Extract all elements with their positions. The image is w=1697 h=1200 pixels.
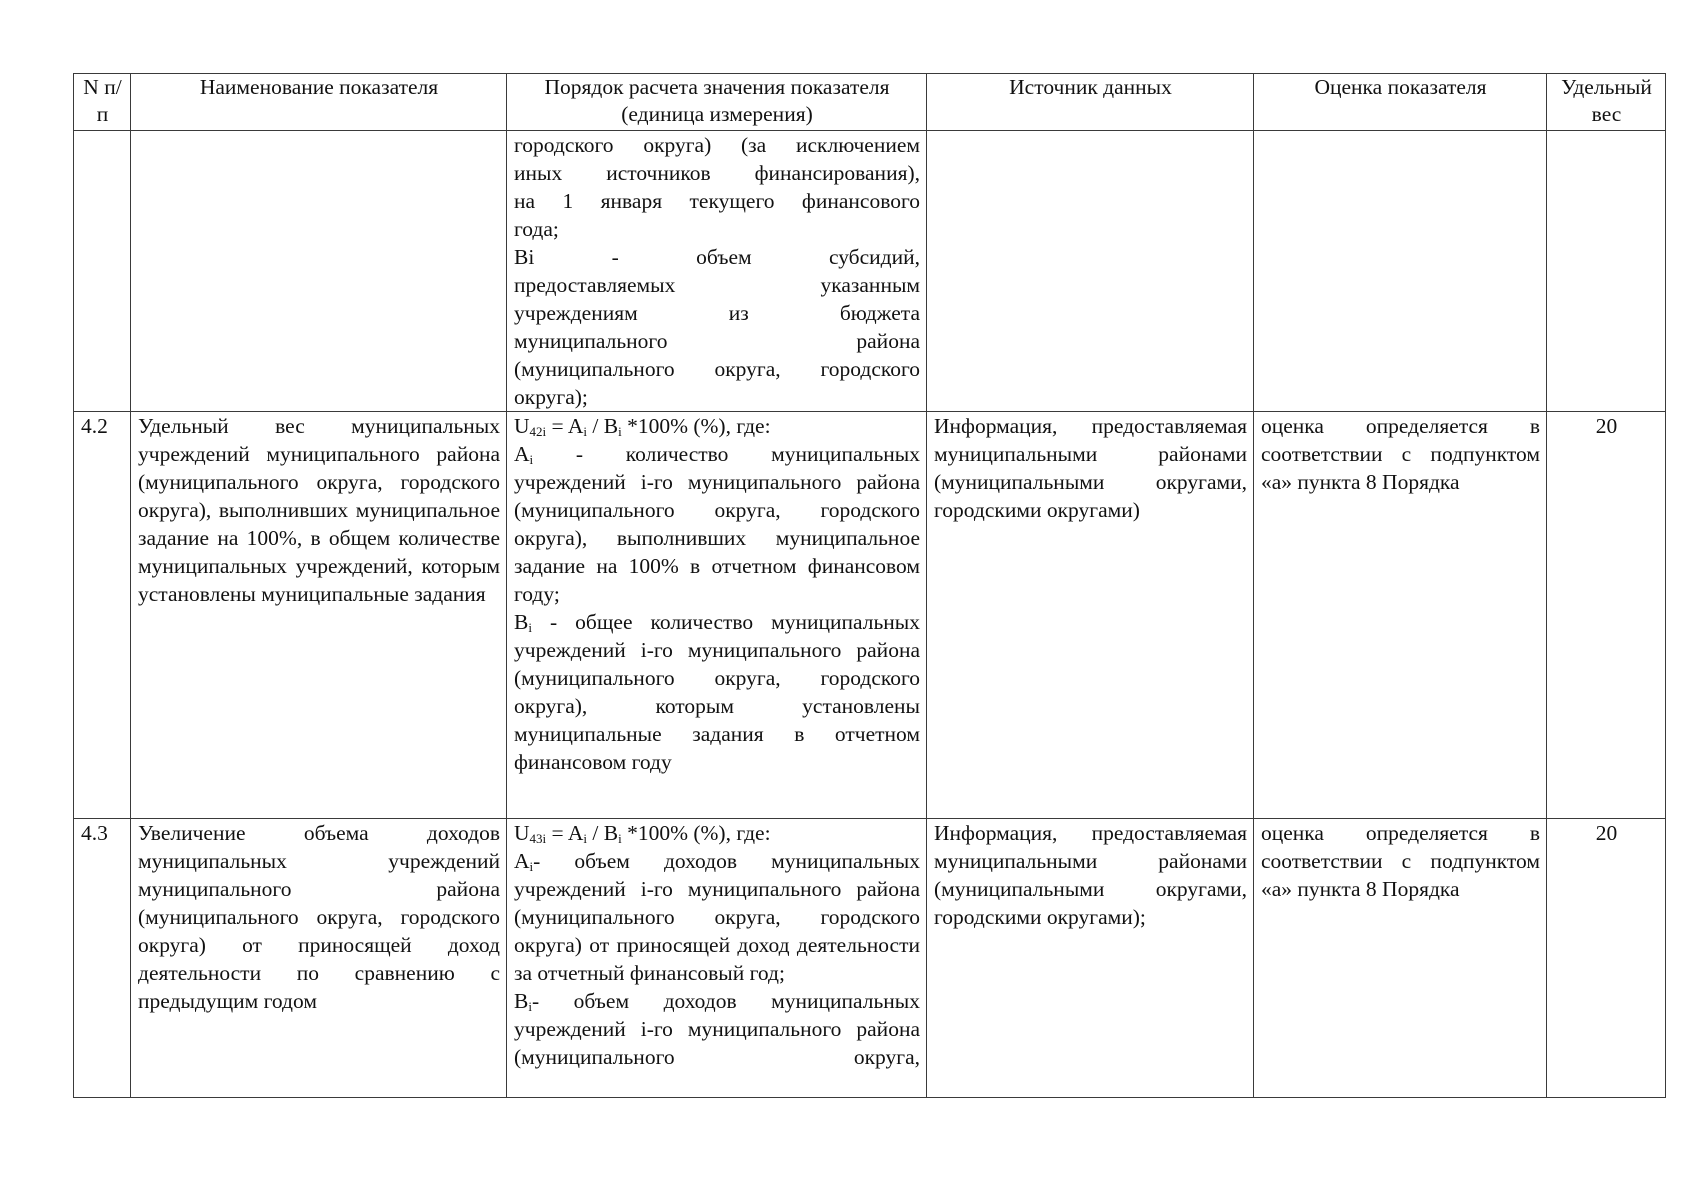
calc-line: (муниципального округа, городского: [514, 357, 920, 381]
row-number: 4.3: [74, 819, 131, 1098]
indicators-table: [73, 73, 1666, 1098]
calc-line: предоставляемых указанным: [514, 273, 920, 297]
calc-line: года;: [514, 217, 559, 241]
table-header-row: [74, 74, 1666, 131]
row-number: [74, 131, 131, 412]
header-number: N п/п: [74, 74, 131, 131]
row-weight: [1547, 131, 1666, 412]
calc-line: городского округа) (за исключением: [514, 133, 920, 157]
calc-line: муниципального района: [514, 329, 920, 353]
formula-line: $U_{42i} = A_i / B_i$ *100% (%), где:: [514, 414, 771, 439]
row-indicator-name: Удельный вес муниципальных учреждений муниципального района (муниципального округа, городского округа), выполнивших муниципальное задание на 100%, в общем количестве муниципальных учреждений, которым установлены муниципальные задания: [131, 412, 507, 819]
row-data-source: [927, 131, 1254, 412]
variable-a-definition: $A_i$ - количество муниципальных учреждений i-го муниципального района (муниципального округа, городского округа), выполнивших муниципальное задание на 100% в отчетном финансовом году;: [514, 442, 920, 606]
variable-a-definition: $A_i-$ объем доходов муниципальных учреждений i-го муниципального района (муниципального округа, городского округа) от приносящей доход деятельности за отчетный финансовый год;: [514, 849, 920, 985]
row-data-source: Информация, предоставляемая муниципальными районами (муниципальными округами, городскими округами): [927, 412, 1254, 819]
formula-line: $U_{43i} = A_i / B_i$ *100% (%), где:: [514, 821, 771, 846]
variable-b-definition: $B_i$ - общее количество муниципальных учреждений i-го муниципального района (муниципального округа, городского округа), которым установлены муниципальные задания в отчетном финансовом году: [514, 610, 920, 774]
row-number: 4.2: [74, 412, 131, 819]
row-weight: 20: [1547, 819, 1666, 1098]
calc-line: округа);: [514, 385, 588, 409]
row-evaluation: [1254, 131, 1547, 412]
table-row: [74, 412, 1666, 819]
row-calculation: [507, 819, 927, 1098]
row-indicator-name: [131, 131, 507, 412]
table-row: [74, 819, 1666, 1098]
calc-line: учреждениям из бюджета: [514, 301, 920, 325]
row-data-source: Информация, предоставляемая муниципальными районами (муниципальными округами, городскими округами);: [927, 819, 1254, 1098]
calc-line: на 1 января текущего финансового: [514, 189, 920, 213]
row-weight: 20: [1547, 412, 1666, 819]
header-weight: Удельный вес: [1547, 74, 1666, 131]
table-row: [74, 131, 1666, 412]
header-indicator-name: Наименование показателя: [131, 74, 507, 131]
row-evaluation: оценка определяется в соответствии с подпунктом «а» пункта 8 Порядка: [1254, 412, 1547, 819]
header-calculation: Порядок расчета значения показателя (единица измерения): [507, 74, 927, 131]
document-page: [73, 73, 1665, 1098]
calc-line: иных источников финансирования),: [514, 161, 920, 185]
header-data-source: Источник данных: [927, 74, 1254, 131]
header-evaluation: Оценка показателя: [1254, 74, 1547, 131]
row-calculation: [507, 131, 927, 412]
variable-b-definition: $B_i-$ объем доходов муниципальных учреждений i-го муниципального района (муниципального округа,: [514, 989, 920, 1069]
row-evaluation: оценка определяется в соответствии с подпунктом «а» пункта 8 Порядка: [1254, 819, 1547, 1098]
row-indicator-name: Увеличение объема доходов муниципальных учреждений муниципального района (муниципального округа, городского округа) от приносящей доход деятельности по сравнению с предыдущим годом: [131, 819, 507, 1098]
row-calculation: [507, 412, 927, 819]
calc-line: Bi - объем субсидий,: [514, 245, 920, 269]
